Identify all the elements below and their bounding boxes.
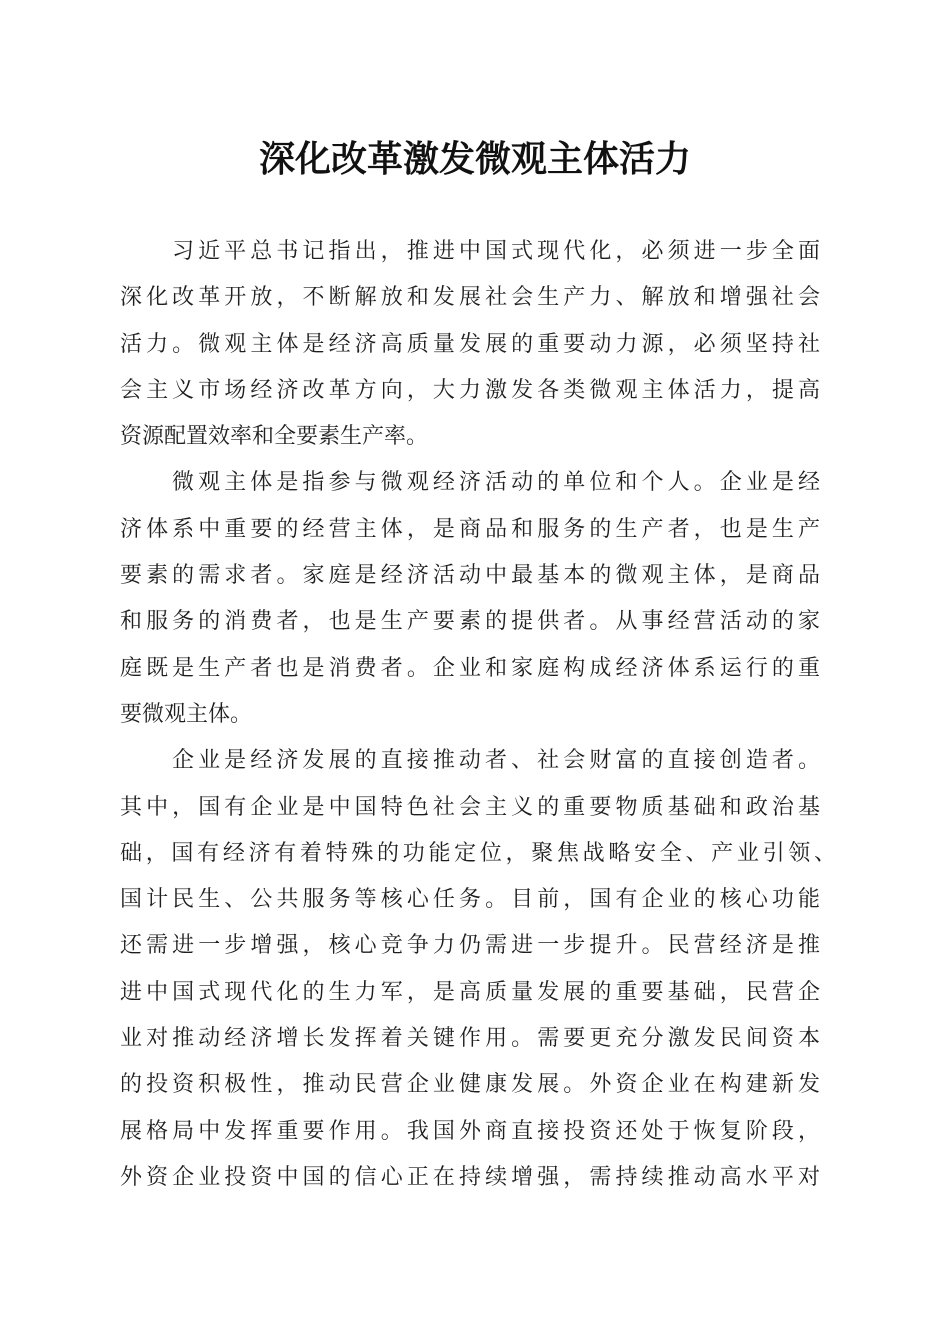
paragraph-1 <box>120 229 820 460</box>
paragraph-line: 进中国式现代化的生力军，是高质量发展的重要基础，民营企 <box>120 979 820 1005</box>
paragraph-line: 企业是经济发展的直接推动者、社会财富的直接创造者。 <box>172 748 820 774</box>
paragraph-2 <box>120 460 820 738</box>
paragraph-line: 和服务的消费者，也是生产要素的提供者。从事经营活动的家 <box>120 609 820 635</box>
paragraph-line: 要微观主体。 <box>120 701 253 727</box>
paragraph-line: 国计民生、公共服务等核心任务。目前，国有企业的核心功能 <box>120 887 820 913</box>
paragraph-line: 微观主体是指参与微观经济活动的单位和个人。企业是经 <box>172 470 820 496</box>
paragraph-line: 会主义市场经济改革方向，大力激发各类微观主体活力，提高 <box>120 377 820 403</box>
paragraph-line: 深化改革开放，不断解放和发展社会生产力、解放和增强社会 <box>120 285 820 311</box>
paragraph-line: 庭既是生产者也是消费者。企业和家庭构成经济体系运行的重 <box>120 655 820 681</box>
paragraph-line: 还需进一步增强，核心竞争力仍需进一步提升。民营经济是推 <box>120 933 820 959</box>
paragraph-line: 业对推动经济增长发挥着关键作用。需要更充分激发民间资本 <box>120 1026 820 1052</box>
document-body <box>120 229 836 1201</box>
paragraph-line: 其中，国有企业是中国特色社会主义的重要物质基础和政治基 <box>120 794 820 820</box>
paragraph-line: 要素的需求者。家庭是经济活动中最基本的微观主体，是商品 <box>120 563 820 589</box>
paragraph-line: 础，国有经济有着特殊的功能定位，聚焦战略安全、产业引领、 <box>120 840 836 866</box>
paragraph-line: 的投资积极性，推动民营企业健康发展。外资企业在构建新发 <box>120 1072 820 1098</box>
paragraph-line: 展格局中发挥重要作用。我国外商直接投资还处于恢复阶段， <box>120 1118 820 1144</box>
paragraph-line: 习近平总书记指出，推进中国式现代化，必须进一步全面 <box>172 239 820 264</box>
paragraph-line: 活力。微观主体是经济高质量发展的重要动力源，必须坚持社 <box>120 331 820 357</box>
paragraph-line: 资源配置效率和全要素生产率。 <box>120 424 429 450</box>
paragraph-3 <box>120 738 836 1201</box>
document-title: 深化改革激发微观主体活力 <box>258 138 691 180</box>
paragraph-line: 济体系中重要的经营主体，是商品和服务的生产者，也是生产 <box>120 516 820 542</box>
paragraph-line: 外资企业投资中国的信心正在持续增强，需持续推动高水平对 <box>120 1164 820 1190</box>
